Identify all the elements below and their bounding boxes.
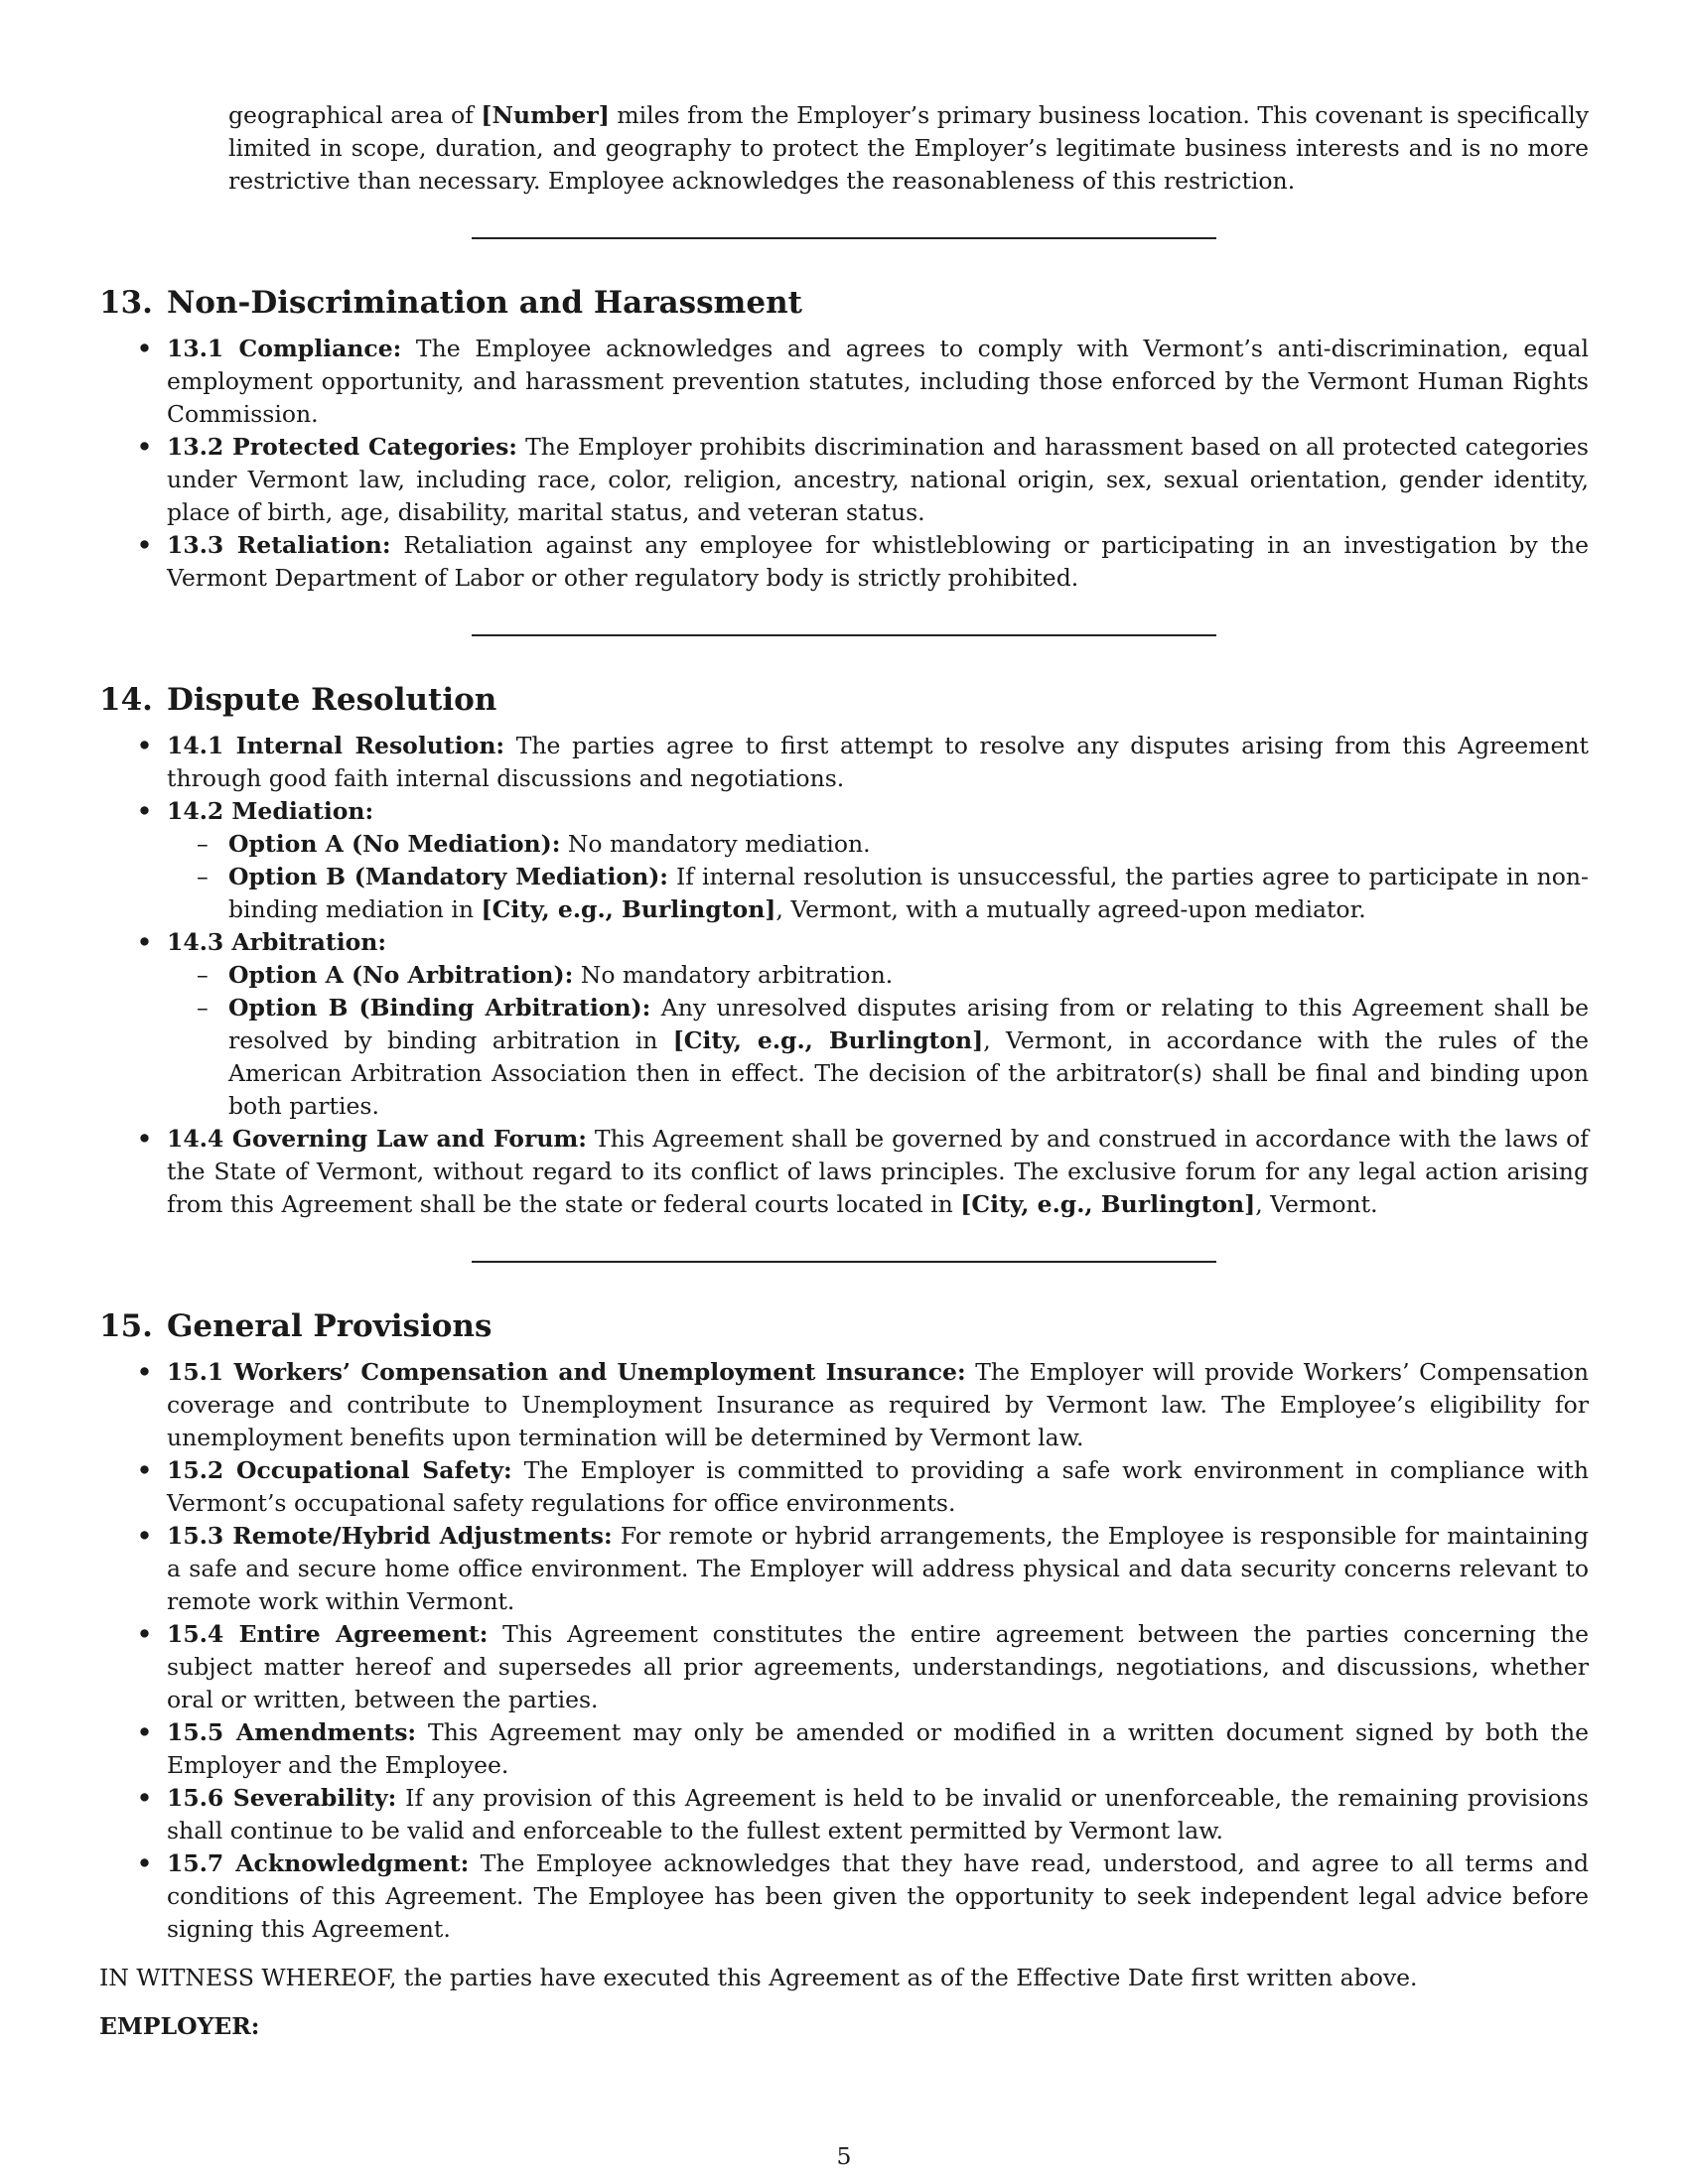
section-15-heading: 15. General Provisions [99, 1308, 492, 1344]
section-13-heading: 13. Non-Discrimination and Harassment [99, 285, 802, 321]
employer-signature-label: EMPLOYER: [99, 2012, 260, 2040]
clause-14-4: • 14.4 Governing Law and Forum: This Agreement shall be governed by and construed in accordance with the laws of the State of Vermont, without regard to its conflict of laws principles. The exclusive forum for any legal action arising from this Agreement shall be the state or federal courts located in [City, e.g., Burlington], Vermont. [167, 1123, 1589, 1221]
city-placeholder: [City, e.g., Burlington] [672, 1026, 984, 1054]
section-divider [472, 237, 1216, 239]
arbitration-options [167, 959, 1589, 1123]
clause-15-5: • 15.5 Amendments: This Agreement may only be amended or modified in a written document signed by both the Employer and the Employee. [167, 1716, 1589, 1782]
city-placeholder: [City, e.g., Burlington] [960, 1190, 1256, 1218]
clause-13-1: • 13.1 Compliance: The Employee acknowledges and agrees to comply with Vermont’s anti-discrimination, equal employment opportunity, and harassment prevention statutes, including those enforced by the Vermont Human Rights Commission. [167, 333, 1589, 431]
arbitration-option-b: – Option B (Binding Arbitration): Any unresolved disputes arising from or relating to this Agreement shall be resolved by binding arbitration in [City, e.g., Burlington], Vermont, in accordance with the rules of the American Arbitration Association then in effect. The decision of the arbitrator(s) shall be final and binding upon both parties. [228, 992, 1589, 1123]
clause-14-3: • 14.3 Arbitration: – Option A (No Arbitration): No mandatory arbitration. – Option B (Binding Arbitration): Any unresolved disputes arising from or relating to this Agreement shall be resolved by binding arbitration in [City, e.g., Burlington], Vermont, in accordance with the rules of the American Arbitration Association then in effect. The decision of the arbitrator(s) shall be final and binding upon both parties. [167, 926, 1589, 1123]
mediation-options [167, 828, 1589, 926]
section-13-list [99, 333, 1589, 595]
mediation-option-b: – Option B (Mandatory Mediation): If internal resolution is unsuccessful, the parties agree to participate in non-binding mediation in [City, e.g., Burlington], Vermont, with a mutually agreed-upon mediator. [228, 861, 1589, 926]
witness-statement: IN WITNESS WHEREOF, the parties have executed this Agreement as of the Effective Date first written above. [99, 1964, 1418, 1991]
number-placeholder: [Number] [481, 101, 610, 129]
city-placeholder: [City, e.g., Burlington] [481, 895, 776, 923]
clause-13-2: • 13.2 Protected Categories: The Employer prohibits discrimination and harassment based on all protected categories under Vermont law, including race, color, religion, ancestry, national origin, sex, sexual orientation, gender identity, place of birth, age, disability, marital status, and veteran status. [167, 431, 1589, 529]
clause-13-3: • 13.3 Retaliation: Retaliation against any employee for whistleblowing or participating in an investigation by the Vermont Department of Labor or other regulatory body is strictly prohibited. [167, 529, 1589, 595]
page-number: 5 [836, 2142, 852, 2170]
mediation-option-a: – Option A (No Mediation): No mandatory mediation. [228, 828, 1589, 861]
clause-15-7: • 15.7 Acknowledgment: The Employee acknowledges that they have read, understood, and agree to all terms and conditions of this Agreement. The Employee has been given the opportunity to seek independent legal advice before signing this Agreement. [167, 1847, 1589, 1946]
non-compete-continuation: geographical area of [Number] miles from the Employer’s primary business location. This covenant is specifically limited in scope, duration, and geography to protect the Employer’s legitimate business interests and is no more restrictive than necessary. Employee acknowledges the reasonableness of this restriction. [228, 101, 1590, 195]
section-14-list [99, 730, 1589, 1221]
clause-15-4: • 15.4 Entire Agreement: This Agreement constitutes the entire agreement between the parties concerning the subject matter hereof and supersedes all prior agreements, understandings, negotiations, and discussions, whether oral or written, between the parties. [167, 1618, 1589, 1716]
section-divider [472, 1261, 1216, 1263]
clause-15-3: • 15.3 Remote/Hybrid Adjustments: For remote or hybrid arrangements, the Employee is responsible for maintaining a safe and secure home office environment. The Employer will address physical and data security concerns relevant to remote work within Vermont. [167, 1520, 1589, 1618]
clause-15-6: • 15.6 Severability: If any provision of this Agreement is held to be invalid or unenforceable, the remaining provisions shall continue to be valid and enforceable to the fullest extent permitted by Vermont law. [167, 1782, 1589, 1847]
clause-14-2: • 14.2 Mediation: – Option A (No Mediation): No mandatory mediation. – Option B (Mandatory Mediation): If internal resolution is unsuccessful, the parties agree to participate in non-binding mediation in [City, e.g., Burlington], Vermont, with a mutually agreed-upon mediator. [167, 795, 1589, 926]
clause-14-1: • 14.1 Internal Resolution: The parties agree to first attempt to resolve any disputes arising from this Agreement through good faith internal discussions and negotiations. [167, 730, 1589, 795]
section-divider [472, 634, 1216, 636]
page-content [99, 99, 1589, 2043]
clause-15-2: • 15.2 Occupational Safety: The Employer is committed to providing a safe work environment in compliance with Vermont’s occupational safety regulations for office environments. [167, 1454, 1589, 1520]
clause-15-1: • 15.1 Workers’ Compensation and Unemployment Insurance: The Employer will provide Workers’ Compensation coverage and contribute to Unemployment Insurance as required by Vermont law. The Employee’s eligibility for unemployment benefits upon termination will be determined by Vermont law. [167, 1356, 1589, 1454]
section-15-list [99, 1356, 1589, 1946]
arbitration-option-a: – Option A (No Arbitration): No mandatory arbitration. [228, 959, 1589, 992]
section-14-heading: 14. Dispute Resolution [99, 682, 497, 718]
